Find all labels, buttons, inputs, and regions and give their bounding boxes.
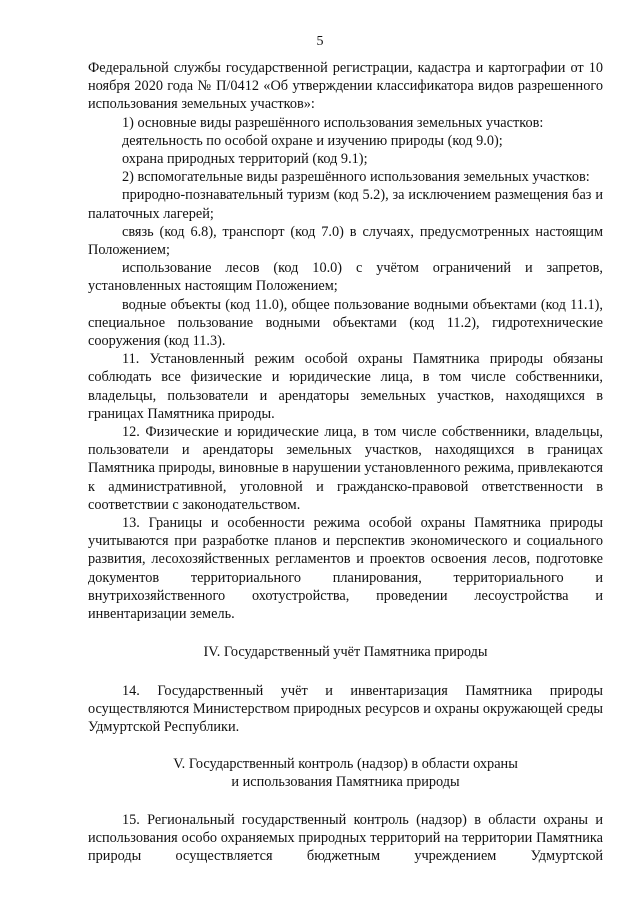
paragraph-item-12: 12. Физические и юридические лица, в том числе собственники, владельцы, пользователи и арендаторы земельных участков, находящихся в границах Памятника природы, виновные в нарушении установленного режима, привлекаются к административной, уголовной и гражданско-правовой ответственности в соответствии с законодательством.: [88, 424, 603, 513]
section-iv-heading: IV. Государственный учёт Памятника природы: [203, 644, 488, 661]
paragraph-auxiliary-uses-header: 2) вспомогательные виды разрешённого использования земельных участков:: [122, 169, 590, 186]
document-body: [88, 59, 603, 865]
paragraph-use-code-5-2: природно-познавательный туризм (код 5.2), за исключением размещения баз и палаточных лагерей;: [88, 187, 603, 222]
paragraph-use-code-11: водные объекты (код 11.0), общее пользование водными объектами (код 11.1), специальное пользование водными объектами (код 11.2), гидротехнические сооружения (код 11.3).: [88, 296, 603, 350]
paragraph-item-13: 13. Границы и особенности режима особой охраны Памятника природы учитываются при разработке планов и перспектив экономического и социального развития, лесохозяйственных регламентов и проектов освоения лесов, подготовке документов территориального планирования, территориального и внутрихозяйственного охотустройства, проведении лесоустройства и инвентаризации земель.: [88, 515, 603, 623]
paragraph-continuation: Федеральной службы государственной регистрации, кадастра и картографии от 10 ноября 2020 года № П/0412 «Об утверждении классификатора видов разрешенного использования земельных участков»:: [88, 60, 603, 113]
page-number: 5: [316, 34, 324, 49]
paragraph-main-uses-header: 1) основные виды разрешённого использования земельных участков:: [122, 114, 544, 131]
paragraph-use-code-9-0: деятельность по особой охране и изучению природы (код 9.0);: [122, 132, 503, 149]
section-v-heading-line1: V. Государственный контроль (надзор) в области охраны: [173, 756, 518, 773]
paragraph-use-code-10-0: использование лесов (код 10.0) с учётом ограничений и запретов, установленных настоящим Положением;: [88, 260, 603, 295]
paragraph-item-14: 14. Государственный учёт и инвентаризация Памятника природы осуществляются Министерством природных ресурсов и охраны окружающей среды Удмуртской Республики.: [88, 682, 603, 735]
paragraph-item-15: 15. Региональный государственный контроль (надзор) в области охраны и использования особо охраняемых природных территорий на территории Памятника природы осуществляется бюджетным учреждением Удмуртской: [88, 811, 603, 864]
paragraph-item-11: 11. Установленный режим особой охраны Памятника природы обязаны соблюдать все физические и юридические лица, в том числе собственники, владельцы, пользователи и арендаторы земельных участков, находящихся в границах Памятника природы.: [88, 351, 603, 422]
paragraph-use-code-6-8-7-0: связь (код 6.8), транспорт (код 7.0) в случаях, предусмотренных настоящим Положением;: [88, 223, 603, 259]
paragraph-use-code-9-1: охрана природных территорий (код 9.1);: [122, 151, 368, 168]
section-v-heading-line2: и использования Памятника природы: [231, 774, 460, 791]
section-v-heading: [88, 755, 603, 791]
